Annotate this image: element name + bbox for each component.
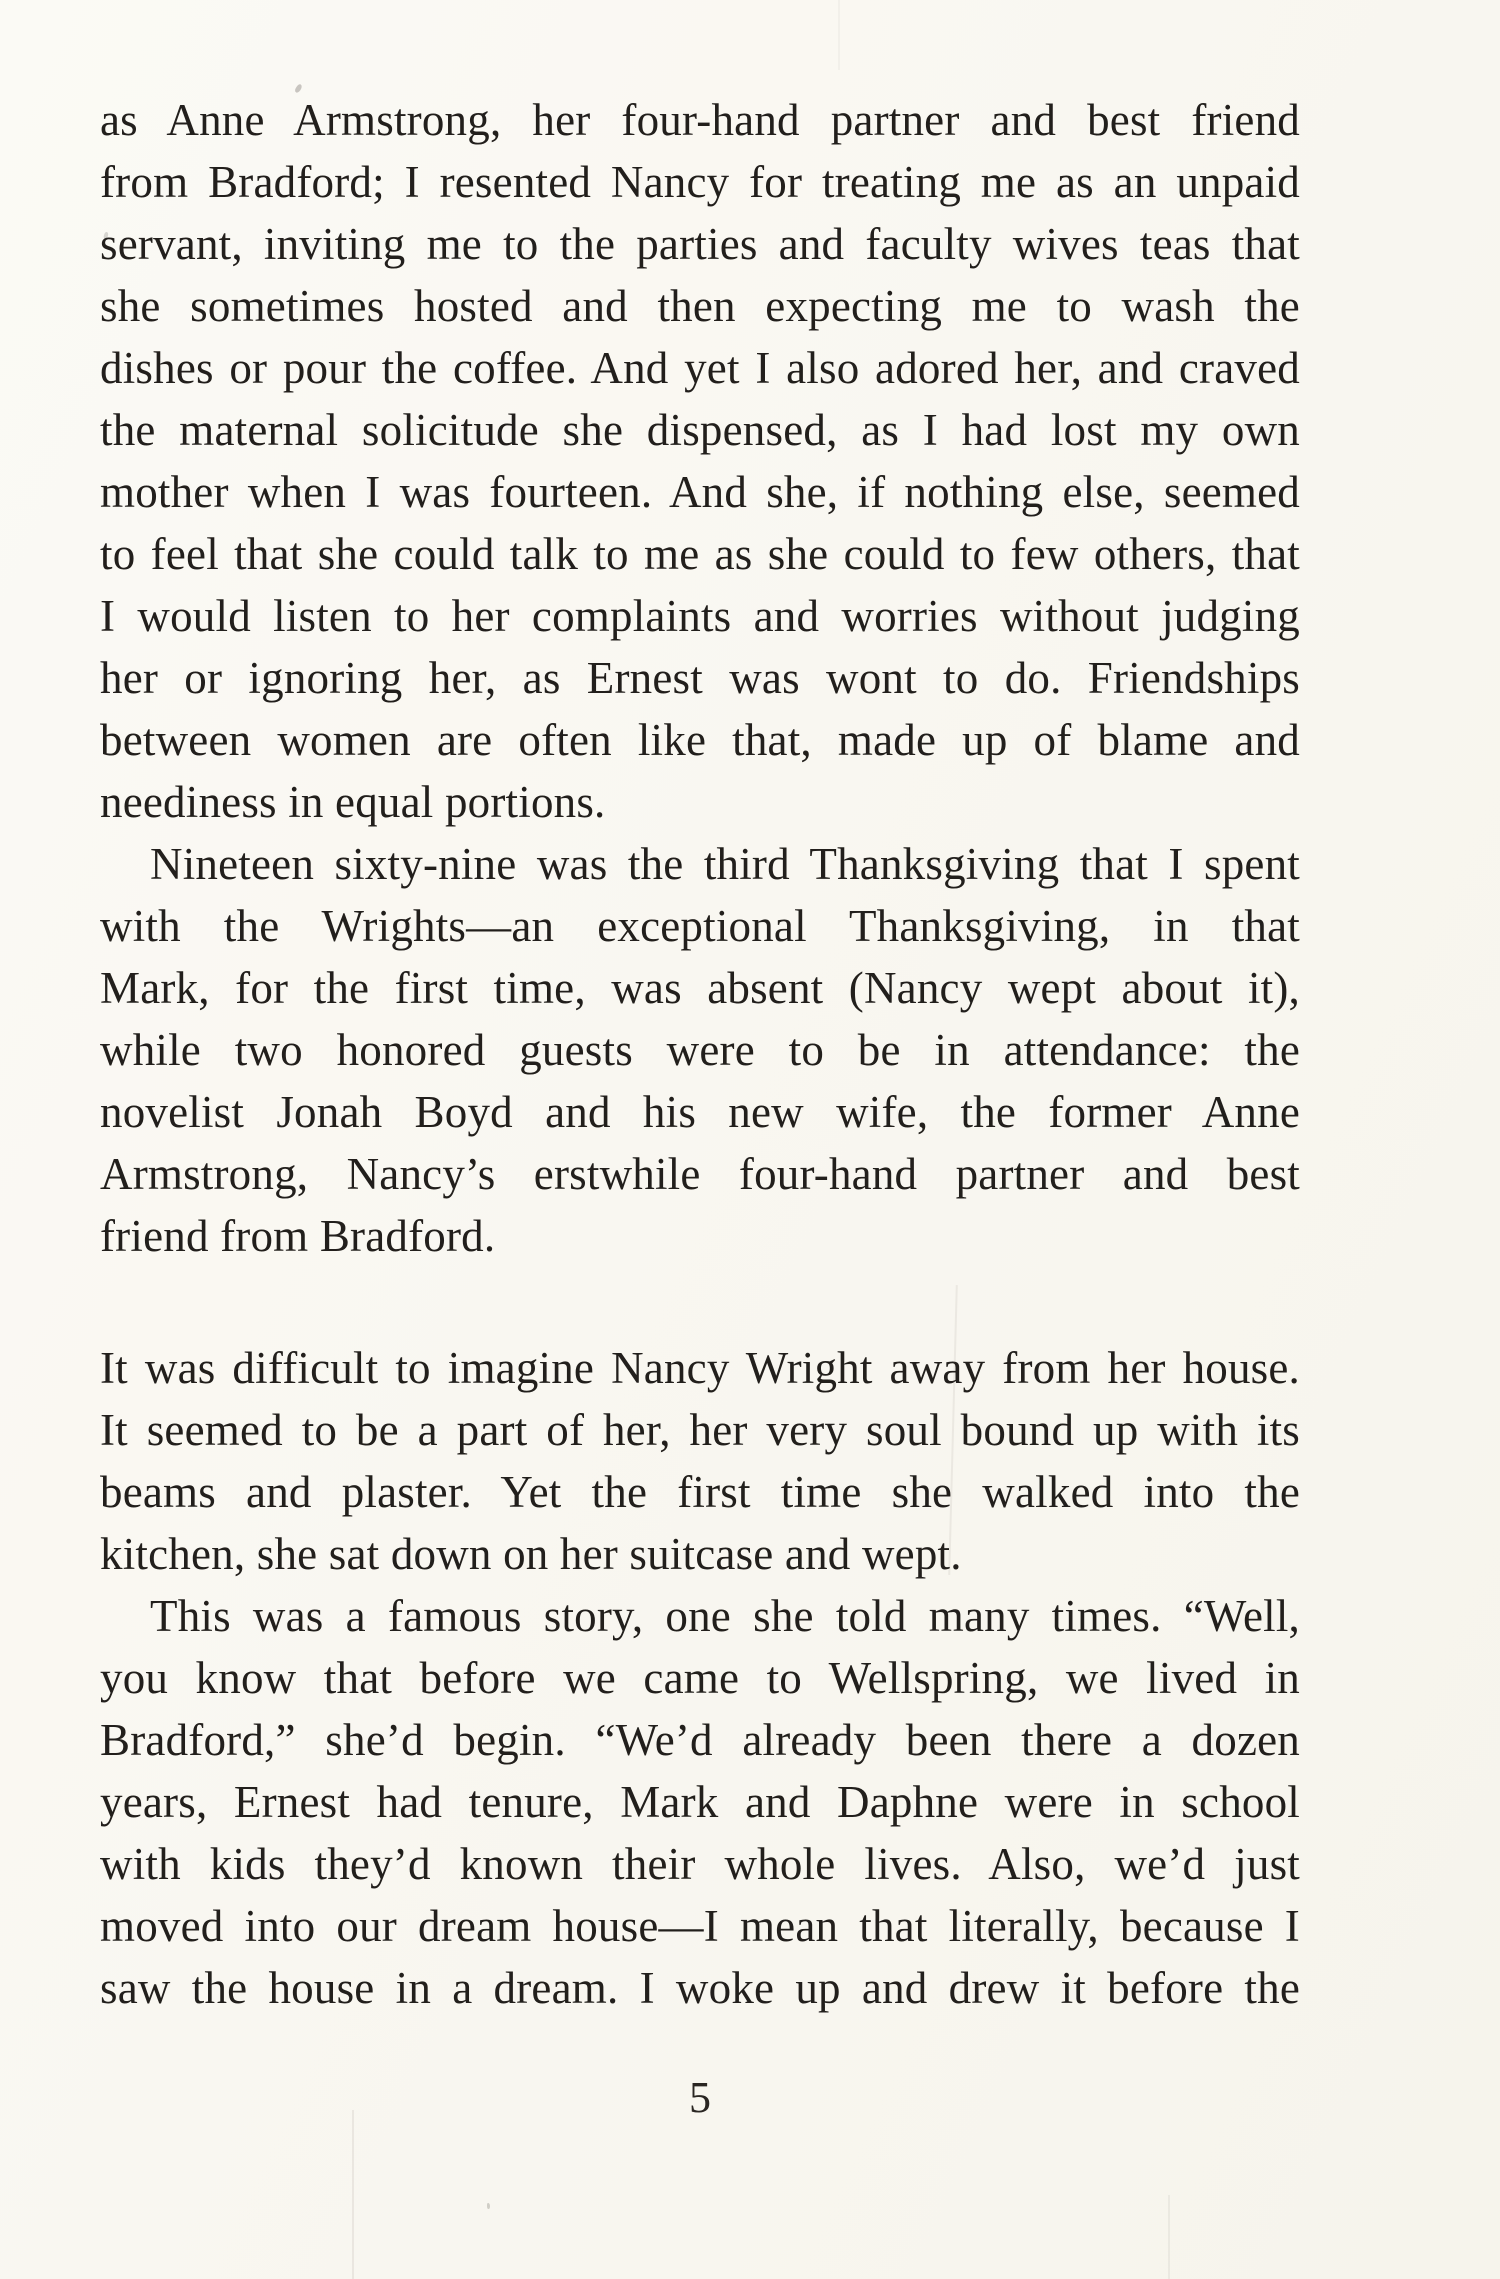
text-line: she sometimes hosted and then expecting me to wash the	[100, 281, 1300, 331]
text-line: It was difficult to imagine Nancy Wright away from her house.	[100, 1343, 1300, 1393]
text-line: dishes or pour the coffee. And yet I also adored her, and craved	[100, 343, 1300, 393]
text-line: novelist Jonah Boyd and his new wife, the former Anne	[100, 1087, 1300, 1137]
ink-speck	[487, 2203, 490, 2209]
text-line: from Bradford; I resented Nancy for treating me as an unpaid	[100, 157, 1300, 207]
text-line: between women are often like that, made up of blame and	[100, 715, 1300, 765]
text-line: Mark, for the first time, was absent (Nancy wept about it),	[100, 963, 1300, 1013]
text-line: with the Wrights—an exceptional Thanksgiving, in that	[100, 901, 1300, 951]
text-line: while two honored guests were to be in attendance: the	[100, 1025, 1300, 1075]
body-text	[100, 89, 1300, 2019]
text-line: the maternal solicitude she dispensed, as I had lost my own	[100, 405, 1300, 455]
text-line: with kids they’d known their whole lives. Also, we’d just	[100, 1839, 1300, 1889]
text-line: Bradford,” she’d begin. “We’d already been there a dozen	[100, 1715, 1300, 1765]
text-line: This was a famous story, one she told many times. “Well,	[150, 1591, 1300, 1641]
text-line: as Anne Armstrong, her four-hand partner and best friend	[100, 95, 1300, 145]
text-line: friend from Bradford.	[100, 1211, 496, 1261]
section-break	[100, 1267, 1300, 1337]
text-line: mother when I was fourteen. And she, if nothing else, seemed	[100, 467, 1300, 517]
text-line: Nineteen sixty-nine was the third Thanksgiving that I spent	[150, 839, 1300, 889]
text-line: saw the house in a dream. I woke up and drew it before the	[100, 1963, 1300, 2013]
text-line: to feel that she could talk to me as she could to few others, that	[100, 529, 1300, 579]
scan-crease	[352, 2110, 354, 2279]
text-line: her or ignoring her, as Ernest was wont to do. Friendships	[100, 653, 1300, 703]
text-line: moved into our dream house—I mean that literally, because I	[100, 1901, 1300, 1951]
text-line: It seemed to be a part of her, her very soul bound up with its	[100, 1405, 1300, 1455]
text-line: Armstrong, Nancy’s erstwhile four-hand partner and best	[100, 1149, 1300, 1199]
text-line: years, Ernest had tenure, Mark and Daphne were in school	[100, 1777, 1300, 1827]
text-line: beams and plaster. Yet the first time she walked into the	[100, 1467, 1300, 1517]
page-number: 5	[689, 2073, 711, 2122]
text-line: I would listen to her complaints and worries without judging	[100, 591, 1300, 641]
text-line: servant, inviting me to the parties and faculty wives teas that	[100, 219, 1300, 269]
text-line: neediness in equal portions.	[100, 777, 606, 827]
text-line: kitchen, she sat down on her suitcase and wept.	[100, 1529, 962, 1579]
text-line: you know that before we came to Wellspring, we lived in	[100, 1653, 1300, 1703]
scan-crease	[838, 0, 840, 70]
scan-crease	[1168, 2195, 1170, 2279]
